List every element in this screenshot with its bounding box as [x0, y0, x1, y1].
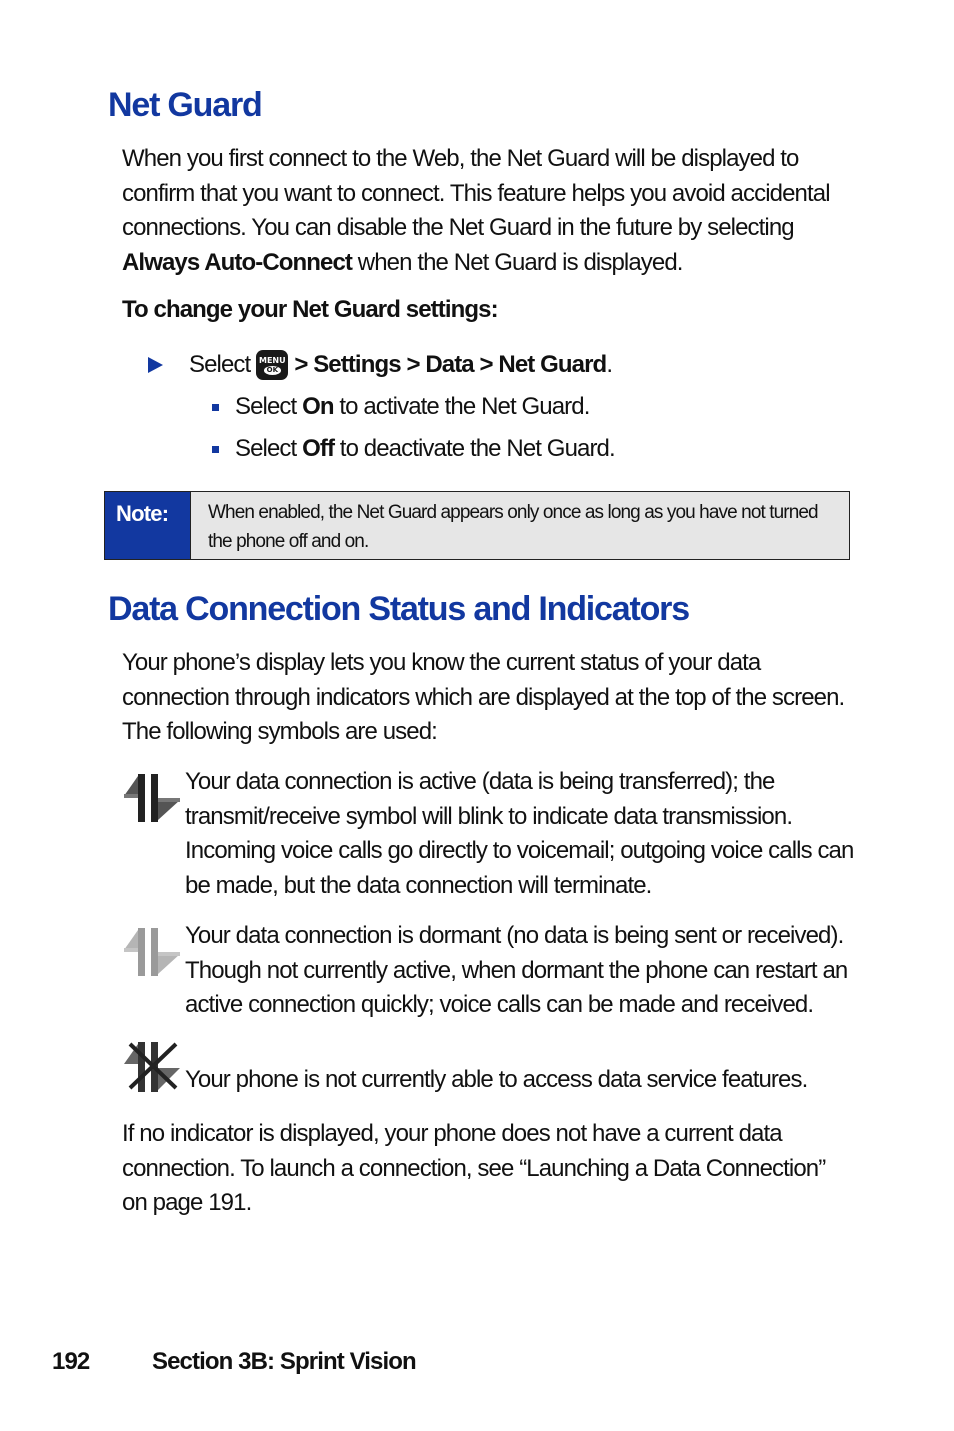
net-guard-intro [122, 142, 852, 281]
intro-text-part1: When you first connect to the Web, the Net Guard will be displayed to confirm that you want to connect. This feature helps you avoid accidental connections. You can disable the Net Guard in the future by selecting [122, 145, 830, 242]
step-select-label: Select [189, 351, 251, 378]
bullet-square-icon [212, 446, 219, 453]
step-arrow-icon [148, 357, 163, 373]
note-box [104, 491, 850, 560]
data-unavailable-description: Your phone is not currently able to access data service features. [185, 1066, 808, 1093]
bullet-option-on: On [302, 393, 334, 420]
menu-key-label: MENU [259, 355, 286, 365]
step-period: . [606, 351, 613, 378]
ok-key-label: OK [264, 366, 281, 375]
bullet-suffix: to deactivate the Net Guard. [334, 435, 615, 462]
data-status-closing: If no indicator is displayed, your phone does not have a current data connection. To launch a connection, see “Launching a Data Connection” on page 191. [122, 1120, 826, 1217]
always-auto-connect-label: Always Auto-Connect [122, 249, 353, 277]
data-status-intro: Your phone’s display lets you know the current status of your data connection through indicators which are displayed at the top of the screen. The following symbols are used: [122, 649, 845, 746]
page-number: 192 [52, 1348, 90, 1375]
net-guard-settings-subheading: To change your Net Guard settings: [122, 296, 498, 323]
data-dormant-description: Your data connection is dormant (no data is being sent or received). Though not currently active, when dormant the phone can restart an active connection quickly; voice calls can be made and received. [185, 922, 848, 1019]
data-dormant-icon [124, 926, 182, 978]
menu-ok-key-icon [256, 350, 288, 380]
data-active-icon [124, 772, 182, 824]
bullet-item-on [212, 393, 589, 421]
note-label: Note: [105, 492, 191, 559]
data-unavailable-icon [124, 1040, 182, 1094]
section-footer-title: Section 3B: Sprint Vision [152, 1348, 416, 1375]
section-heading-net-guard: Net Guard [108, 86, 262, 124]
bullet-square-icon [212, 404, 219, 411]
bullet-prefix: Select [235, 393, 303, 420]
bullet-prefix: Select [235, 435, 303, 462]
intro-text-part2: when the Net Guard is displayed. [352, 249, 683, 277]
note-text: When enabled, the Net Guard appears only once as long as you have not turned the phone off and on. [208, 502, 818, 552]
bullet-option-off: Off [302, 435, 335, 462]
step-menu-path: > Settings > Data > Net Guard [294, 351, 607, 378]
instruction-step [148, 350, 612, 380]
bullet-item-off [212, 435, 615, 463]
bullet-suffix: to activate the Net Guard. [333, 393, 590, 420]
section-heading-data-status: Data Connection Status and Indicators [108, 590, 689, 628]
data-active-description: Your data connection is active (data is being transferred); the transmit/receive symbol will blink to indicate data transmission. Incoming voice calls go directly to voicemail; outgoing voice calls can be made, but the data connection will terminate. [185, 768, 854, 900]
